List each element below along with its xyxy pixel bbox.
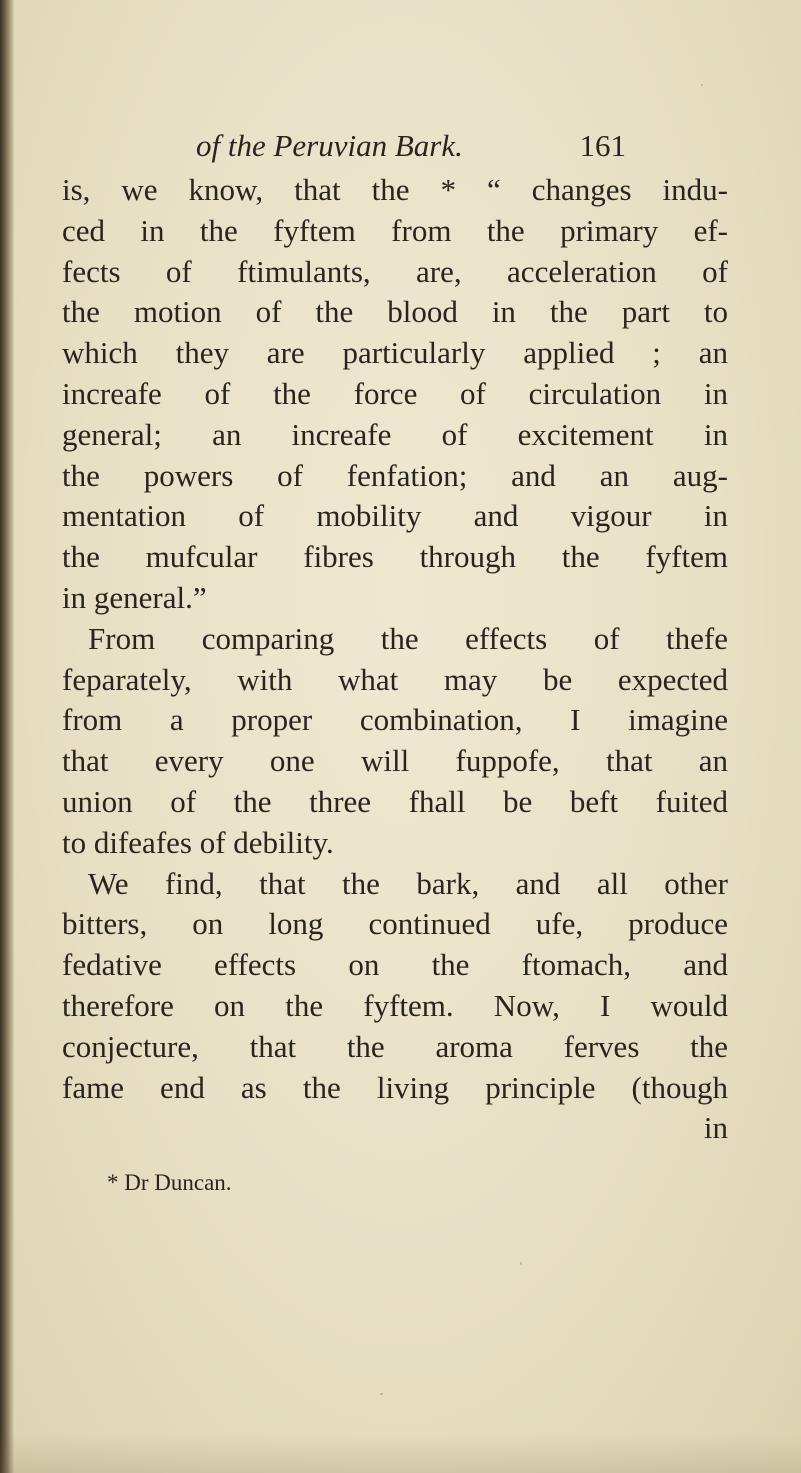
text-line: From comparing the effects of thefe — [88, 620, 728, 656]
text-line: bitters, on long continued ufe, produce — [62, 906, 728, 942]
text-line: therefore on the fyftem. Now, I would — [62, 987, 728, 1023]
text-line: to difeafes of debility. — [62, 824, 334, 860]
text-line: in general.” — [62, 579, 207, 615]
running-head — [196, 128, 626, 168]
text-line: is, we know, that the * “ changes indu- — [62, 172, 728, 207]
running-title: of the Peruvian Bark. — [196, 128, 463, 163]
text-line: from a proper combination, I imagine — [62, 702, 728, 738]
paper-speck — [380, 1393, 383, 1395]
footnote: * Dr Duncan. — [107, 1170, 232, 1195]
text-line: We find, that the bark, and all other — [88, 865, 728, 901]
text-line: mentation of mobility and vigour in — [62, 498, 728, 534]
text-line: feparately, with what may be expected — [62, 661, 728, 697]
text-line: ced in the fyftem from the primary ef- — [62, 212, 728, 248]
paper-speck — [701, 84, 703, 86]
text-line: the powers of fenfation; and an aug- — [62, 457, 728, 493]
paper-speck — [520, 1262, 522, 1265]
text-line: fects of ftimulants, are, acceleration of — [62, 253, 728, 289]
text-line: the motion of the blood in the part to — [62, 294, 728, 330]
text-line: general; an increafe of excitement in — [62, 416, 728, 452]
text-line: which they are particularly applied ; an — [62, 335, 728, 371]
page-bottom-shade — [0, 1433, 801, 1473]
text-line: fame end as the living principle (though — [62, 1069, 728, 1105]
text-line: union of the three fhall be beft fuited — [62, 783, 728, 819]
text-line: fedative effects on the ftomach, and — [62, 947, 728, 983]
page-number: 161 — [579, 128, 626, 163]
text-line: conjecture, that the aroma ferves the — [62, 1028, 728, 1064]
body-text — [62, 170, 728, 1149]
page-binding-edge — [0, 0, 14, 1473]
catchword: in — [703, 1110, 728, 1146]
text-line: the mufcular fibres through the fyftem — [62, 539, 728, 575]
text-line: that every one will fuppofe, that an — [62, 743, 728, 779]
text-line: increafe of the force of circulation in — [62, 375, 728, 411]
